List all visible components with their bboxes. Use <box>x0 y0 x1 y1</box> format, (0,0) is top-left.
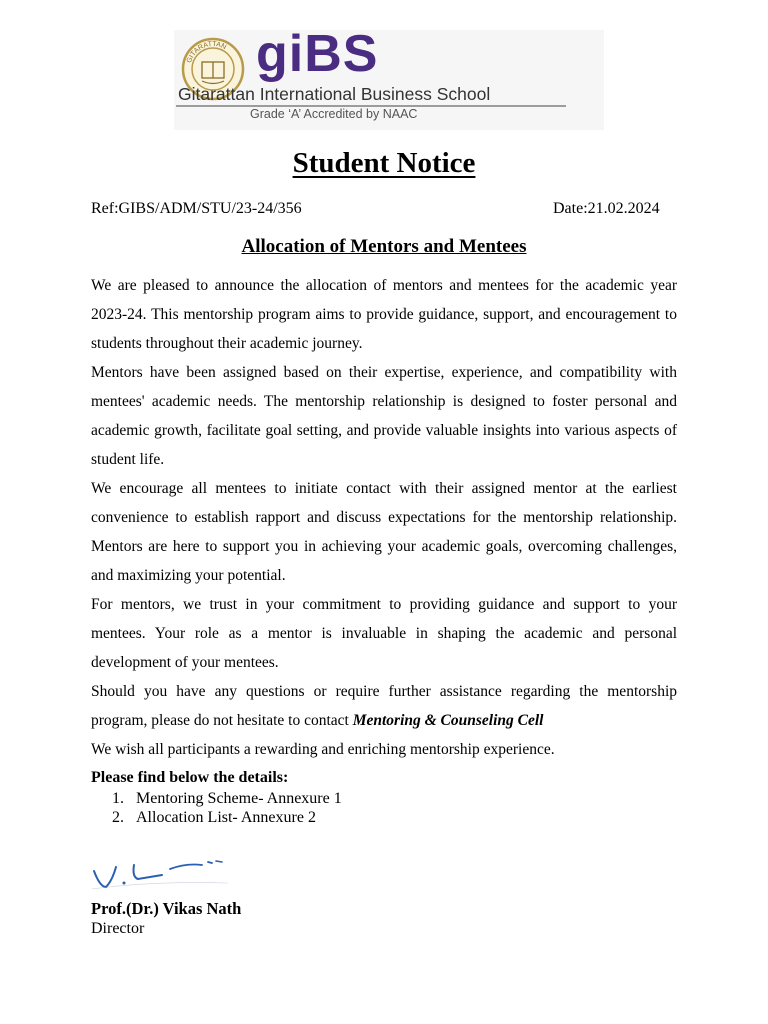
body-paragraph: Mentors have been assigned based on their expertise, experience, and compatibility with mentees' academic needs. The mentorship relationship is designed to foster personal and academic growth, facilitate goal setting, and provide valuable insights into various aspects of student life. <box>91 364 677 468</box>
details-heading: Please find below the details: <box>91 769 289 786</box>
contact-cell-name: Mentoring & Counseling Cell <box>352 712 544 729</box>
list-item <box>112 808 342 827</box>
school-logo-wordmark: giBS <box>256 25 379 83</box>
contact-text: Should you have any questions or require further assistance regarding the mentorship program, please do not hesitate to contact <box>91 683 677 729</box>
notice-subject: Allocation of Mentors and Mentees <box>241 236 527 257</box>
body-paragraph: We are pleased to announce the allocation of mentors and mentees for the academic year 2023-24. This mentorship program aims to provide guidance, support, and encouragement to students throughout their academic journey. <box>91 277 677 352</box>
list-item-number: 1. <box>112 790 124 807</box>
body-paragraph: We encourage all mentees to initiate contact with their assigned mentor at the earliest convenience to establish rapport and discuss expectations for the mentorship relationship. Mentors are here to support you in achieving your academic goals, overcoming challenges, and maximizing your potential. <box>91 480 677 584</box>
accreditation-line: Grade ‘A’ Accredited by NAAC <box>250 107 418 121</box>
signer-role: Director <box>91 920 145 937</box>
list-item <box>112 789 342 808</box>
school-header <box>174 25 604 130</box>
contact-paragraph <box>91 677 677 735</box>
reference-number: Ref:GIBS/ADM/STU/23-24/356 <box>91 200 302 217</box>
body-paragraph: For mentors, we trust in your commitment to providing guidance and support to your mentees. Your role as a mentor is invaluable in shaping the academic and personal development of your mentees. <box>91 596 677 671</box>
list-item-number: 2. <box>112 809 124 826</box>
closing-paragraph: We wish all participants a rewarding and enriching mentorship experience. <box>91 741 555 758</box>
list-item-text: Mentoring Scheme- Annexure 1 <box>136 790 342 807</box>
notice-date: Date:21.02.2024 <box>553 200 660 217</box>
signature-image <box>90 853 230 895</box>
svg-text:GITARATTAN: GITARATTAN <box>185 40 228 64</box>
list-item-text: Allocation List- Annexure 2 <box>136 809 316 826</box>
notice-title: Student Notice <box>292 147 476 179</box>
notice-body <box>91 271 677 764</box>
school-name: Gitarattan International Business School <box>178 84 491 104</box>
signer-name: Prof.(Dr.) Vikas Nath <box>91 899 242 918</box>
details-list <box>112 789 342 827</box>
